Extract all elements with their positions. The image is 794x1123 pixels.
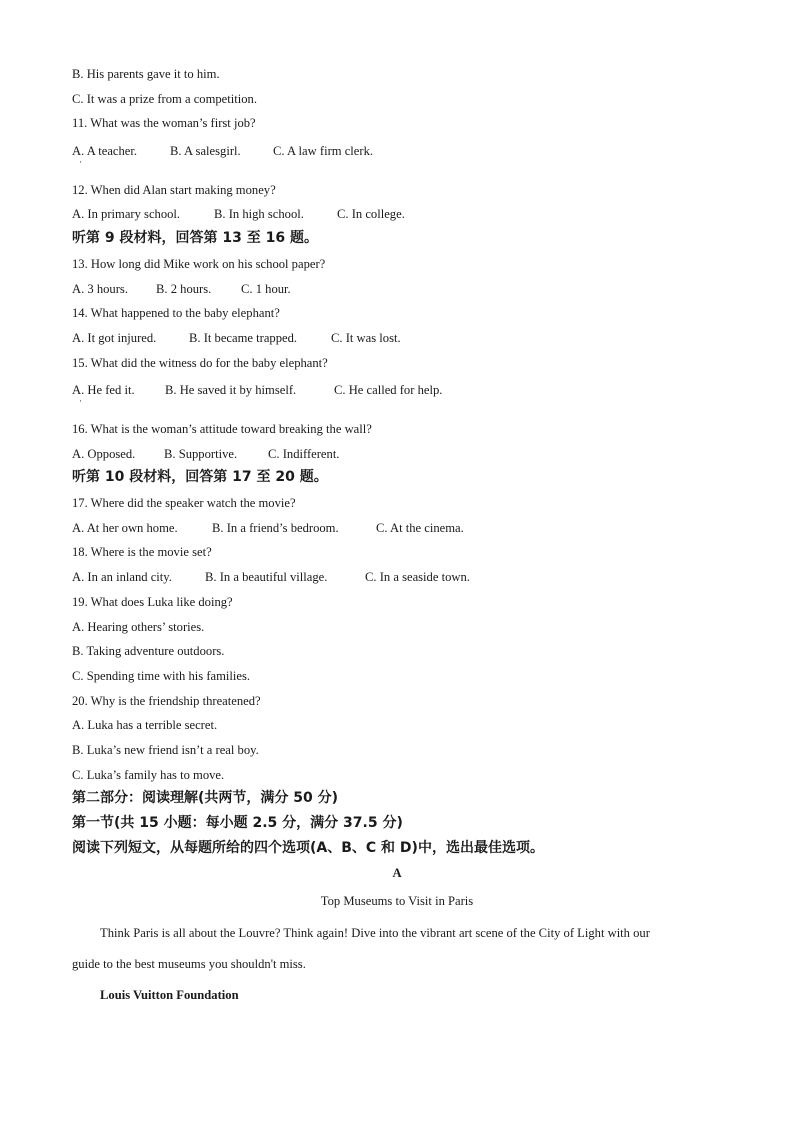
option-line: B. Luka’s new friend isn’t a real boy. xyxy=(72,743,259,757)
options-row-13 xyxy=(72,281,672,297)
paragraph-line: guide to the best museums you shouldn't miss. xyxy=(72,957,306,971)
option-b: B. 2 hours. xyxy=(156,282,212,296)
option-c: C. Indifferent. xyxy=(268,447,340,461)
instructions: 阅读下列短文，从每题所给的四个选项(A、B、C 和 D)中，选出最佳选项。 xyxy=(72,840,544,856)
option-b: B. It became trapped. xyxy=(189,331,298,345)
option-a: A. It got injured. xyxy=(72,331,157,345)
option-line: B. Taking adventure outdoors. xyxy=(72,644,225,658)
question-17: 17. Where did the speaker watch the movie? xyxy=(72,496,296,510)
question-20: 20. Why is the friendship threatened? xyxy=(72,694,261,708)
question-18: 18. Where is the movie set? xyxy=(72,545,212,559)
passage-letter: A xyxy=(392,866,402,880)
options-row-16 xyxy=(72,446,672,462)
question-14: 14. What happened to the baby elephant? xyxy=(72,306,280,320)
option-c: C. At the cinema. xyxy=(376,521,464,535)
question-13: 13. How long did Mike work on his school paper? xyxy=(72,257,326,271)
mark-dot: · xyxy=(79,157,82,167)
options-row-18 xyxy=(72,569,672,585)
question-15: 15. What did the witness do for the baby elephant? xyxy=(72,356,328,370)
option-c: C. He called for help. xyxy=(334,383,443,397)
option-a: A. A teacher. xyxy=(72,144,138,158)
part-two-heading: 第二部分：阅读理解(共两节，满分 50 分) xyxy=(72,790,339,806)
option-c: C. In college. xyxy=(337,207,405,221)
option-a: A. At her own home. xyxy=(72,521,178,535)
option-line: A. Hearing others’ stories. xyxy=(72,620,205,634)
options-row-17 xyxy=(72,520,672,536)
option-line: A. Luka has a terrible secret. xyxy=(72,718,218,732)
subheading: Louis Vuitton Foundation xyxy=(100,988,239,1002)
options-row-12 xyxy=(72,206,672,222)
options-row-14 xyxy=(72,330,672,346)
option-line: C. Luka’s family has to move. xyxy=(72,768,225,782)
option-c: C. In a seaside town. xyxy=(365,570,470,584)
option-line: C. Spending time with his families. xyxy=(72,669,251,683)
option-b: B. He saved it by himself. xyxy=(165,383,297,397)
option-b: B. In a friend’s bedroom. xyxy=(212,521,339,535)
passage-title: Top Museums to Visit in Paris xyxy=(320,894,474,908)
option-a: A. Opposed. xyxy=(72,447,136,461)
section-heading-10: 听第 10 段材料，回答第 17 至 20 题。 xyxy=(72,469,328,485)
option-a: A. 3 hours. xyxy=(72,282,128,296)
options-row-11 xyxy=(72,143,672,159)
question-19: 19. What does Luka like doing? xyxy=(72,595,233,609)
option-b: B. A salesgirl. xyxy=(170,144,241,158)
option-b: B. In a beautiful village. xyxy=(205,570,328,584)
option-c: C. A law firm clerk. xyxy=(273,144,374,158)
options-row-15 xyxy=(72,382,672,398)
mark-dot: · xyxy=(79,396,82,406)
paragraph-line: Think Paris is all about the Louvre? Think again! Dive into the vibrant art scene of the City of Light with our xyxy=(100,926,650,940)
option-c: C. 1 hour. xyxy=(241,282,291,296)
question-11: 11. What was the woman’s first job? xyxy=(72,116,256,130)
section-one-heading: 第一节(共 15 小题：每小题 2.5 分，满分 37.5 分) xyxy=(72,815,403,831)
option-b: B. In high school. xyxy=(214,207,304,221)
option-line: C. It was a prize from a competition. xyxy=(72,92,258,106)
option-line: B. His parents gave it to him. xyxy=(72,67,220,81)
option-a: A. In primary school. xyxy=(72,207,181,221)
option-a: A. He fed it. xyxy=(72,383,135,397)
section-heading-9: 听第 9 段材料，回答第 13 至 16 题。 xyxy=(72,230,318,246)
question-12: 12. When did Alan start making money? xyxy=(72,183,276,197)
option-b: B. Supportive. xyxy=(164,447,238,461)
question-16: 16. What is the woman’s attitude toward breaking the wall? xyxy=(72,422,372,436)
option-a: A. In an inland city. xyxy=(72,570,172,584)
option-c: C. It was lost. xyxy=(331,331,401,345)
